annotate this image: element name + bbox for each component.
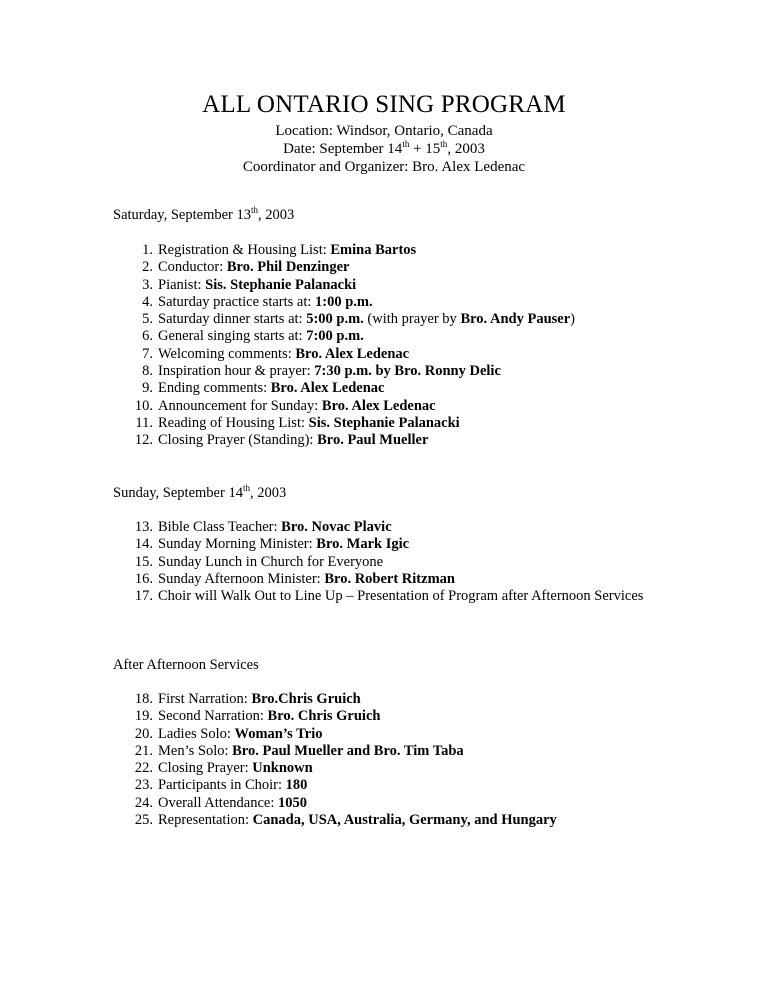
item-number: 13. xyxy=(134,519,153,535)
program-item xyxy=(113,708,673,725)
item-value: Canada, USA, Australia, Germany, and Hungary xyxy=(252,812,557,829)
item-number: 8. xyxy=(142,363,153,380)
item-label: Sunday Afternoon Minister: xyxy=(158,570,325,587)
item-value-2: Bro. Andy Pauser xyxy=(460,311,571,328)
item-number: 4. xyxy=(142,293,153,310)
item-value: Bro. Chris Gruich xyxy=(267,708,381,725)
item-label: Registration & Housing List: xyxy=(158,242,331,258)
item-number: 15. xyxy=(134,553,153,570)
location-line: Location: Windsor, Ontario, Canada xyxy=(275,123,493,139)
item-label: Saturday practice starts at: xyxy=(158,293,316,310)
item-number: 9. xyxy=(142,380,153,397)
document-header xyxy=(0,88,768,176)
item-number: 12. xyxy=(134,432,153,449)
program-item xyxy=(113,242,673,259)
item-value: Unknown xyxy=(252,760,313,777)
program-item xyxy=(113,363,673,380)
coordinator-line: Coordinator and Organizer: Bro. Alex Ledenac xyxy=(242,159,526,175)
item-value: 180 xyxy=(285,777,308,794)
item-label: Welcoming comments: xyxy=(158,345,296,362)
item-number: 16. xyxy=(134,570,153,587)
sunday-program-list xyxy=(113,519,673,605)
item-label: Ladies Solo: xyxy=(158,725,235,742)
item-value: Emina Bartos xyxy=(330,242,417,258)
program-item xyxy=(113,259,673,276)
program-item xyxy=(113,588,673,605)
program-item xyxy=(113,328,673,345)
item-label: Second Narration: xyxy=(158,708,268,725)
item-value: 5:00 p.m. xyxy=(306,311,364,328)
program-item xyxy=(113,812,673,829)
item-label: Participants in Choir: xyxy=(158,777,286,794)
program-item xyxy=(113,571,673,588)
item-number: 14. xyxy=(134,536,153,553)
program-item xyxy=(113,554,673,571)
date-line xyxy=(0,140,768,158)
item-value: Sis. Stephanie Palanacki xyxy=(205,276,357,293)
item-value: 7:30 p.m. by Bro. Ronny Delic xyxy=(314,363,501,380)
after-services-program-list xyxy=(113,691,673,829)
program-item xyxy=(113,311,673,328)
item-value: Bro. Alex Ledenac xyxy=(295,345,410,362)
section-heading-prefix: Sunday, September 14 xyxy=(113,485,243,501)
item-label: Saturday dinner starts at: xyxy=(158,311,307,328)
item-number: 1. xyxy=(142,242,153,258)
item-number: 24. xyxy=(134,794,153,811)
item-value: Bro. Phil Denzinger xyxy=(226,259,350,276)
item-value: 7:00 p.m. xyxy=(306,328,364,345)
program-item xyxy=(113,294,673,311)
date-sup-2: th xyxy=(440,139,448,149)
program-item xyxy=(113,519,673,536)
program-item xyxy=(113,743,673,760)
section-heading-sup: th xyxy=(250,205,258,216)
item-label: Inspiration hour & prayer: xyxy=(158,363,315,380)
program-item xyxy=(113,398,673,415)
item-number: 22. xyxy=(134,760,153,777)
program-item xyxy=(113,760,673,777)
program-item xyxy=(113,691,673,708)
item-label: Conductor: xyxy=(158,259,227,276)
item-value: Bro. Robert Ritzman xyxy=(324,570,455,587)
item-value: Woman’s Trio xyxy=(234,725,323,742)
date-prefix: Date: September 14 xyxy=(283,141,403,157)
program-item xyxy=(113,277,673,294)
item-number: 3. xyxy=(142,276,153,293)
section-heading-suffix: , 2003 xyxy=(258,207,295,223)
item-value: Bro. Paul Mueller and Bro. Tim Taba xyxy=(232,742,464,759)
program-item xyxy=(113,380,673,397)
item-label: Announcement for Sunday: xyxy=(158,397,322,414)
item-number: 19. xyxy=(134,708,153,725)
item-label: Closing Prayer: xyxy=(158,760,253,777)
section-heading-prefix: After Afternoon Services xyxy=(113,657,259,673)
item-label: Sunday Morning Minister: xyxy=(158,536,317,553)
program-item xyxy=(113,795,673,812)
item-label: Ending comments: xyxy=(158,380,271,397)
item-tail-2: ) xyxy=(570,311,575,328)
section-heading-after-services xyxy=(113,657,259,674)
program-item xyxy=(113,415,673,432)
program-item xyxy=(113,536,673,553)
item-value: 1:00 p.m. xyxy=(315,293,373,310)
program-item xyxy=(113,726,673,743)
item-number: 23. xyxy=(134,777,153,794)
item-value: Bro. Paul Mueller xyxy=(317,432,429,449)
item-number: 21. xyxy=(134,742,153,759)
item-value: Bro. Novac Plavic xyxy=(281,519,392,535)
section-heading-prefix: Saturday, September 13 xyxy=(113,207,251,223)
item-number: 5. xyxy=(142,311,153,328)
section-heading-suffix: , 2003 xyxy=(249,485,287,501)
item-label: Representation: xyxy=(158,812,253,829)
section-heading-sunday xyxy=(113,485,286,502)
item-label: Pianist: xyxy=(158,276,206,293)
item-label: Sunday Lunch in Church for Everyone xyxy=(158,553,384,570)
program-item xyxy=(113,432,673,449)
item-label: Closing Prayer (Standing): xyxy=(158,432,318,449)
page-title: ALL ONTARIO SING PROGRAM xyxy=(202,91,566,118)
item-number: 17. xyxy=(134,588,153,605)
item-value: Sis. Stephanie Palanacki xyxy=(308,414,460,431)
date-mid: + 15 xyxy=(409,141,441,157)
item-number: 10. xyxy=(134,397,153,414)
item-label: Men’s Solo: xyxy=(158,742,233,759)
item-number: 7. xyxy=(142,345,153,362)
item-number: 20. xyxy=(134,725,153,742)
section-heading-saturday xyxy=(113,207,294,224)
saturday-program-list xyxy=(113,242,673,450)
item-label: Bible Class Teacher: xyxy=(158,519,282,535)
section-heading-sup: th xyxy=(242,483,250,494)
program-item xyxy=(113,777,673,794)
item-number: 25. xyxy=(134,812,153,829)
item-value: Bro.Chris Gruich xyxy=(251,691,361,707)
item-number: 11. xyxy=(135,414,153,431)
item-number: 18. xyxy=(134,691,153,707)
item-tail: (with prayer by xyxy=(363,311,461,328)
date-suffix: , 2003 xyxy=(447,141,485,157)
date-sup-1: th xyxy=(402,139,410,149)
item-number: 2. xyxy=(142,259,153,276)
item-value: Bro. Mark Igic xyxy=(316,536,410,553)
item-label: Choir will Walk Out to Line Up – Presentation of Program after Afternoon Services xyxy=(158,588,644,605)
item-label: Overall Attendance: xyxy=(158,794,278,811)
item-value: Bro. Alex Ledenac xyxy=(270,380,385,397)
item-label: General singing starts at: xyxy=(158,328,307,345)
item-label: Reading of Housing List: xyxy=(158,414,309,431)
item-value: 1050 xyxy=(277,794,307,811)
program-item xyxy=(113,346,673,363)
item-number: 6. xyxy=(142,328,153,345)
item-label: First Narration: xyxy=(158,691,252,707)
item-value: Bro. Alex Ledenac xyxy=(321,397,436,414)
